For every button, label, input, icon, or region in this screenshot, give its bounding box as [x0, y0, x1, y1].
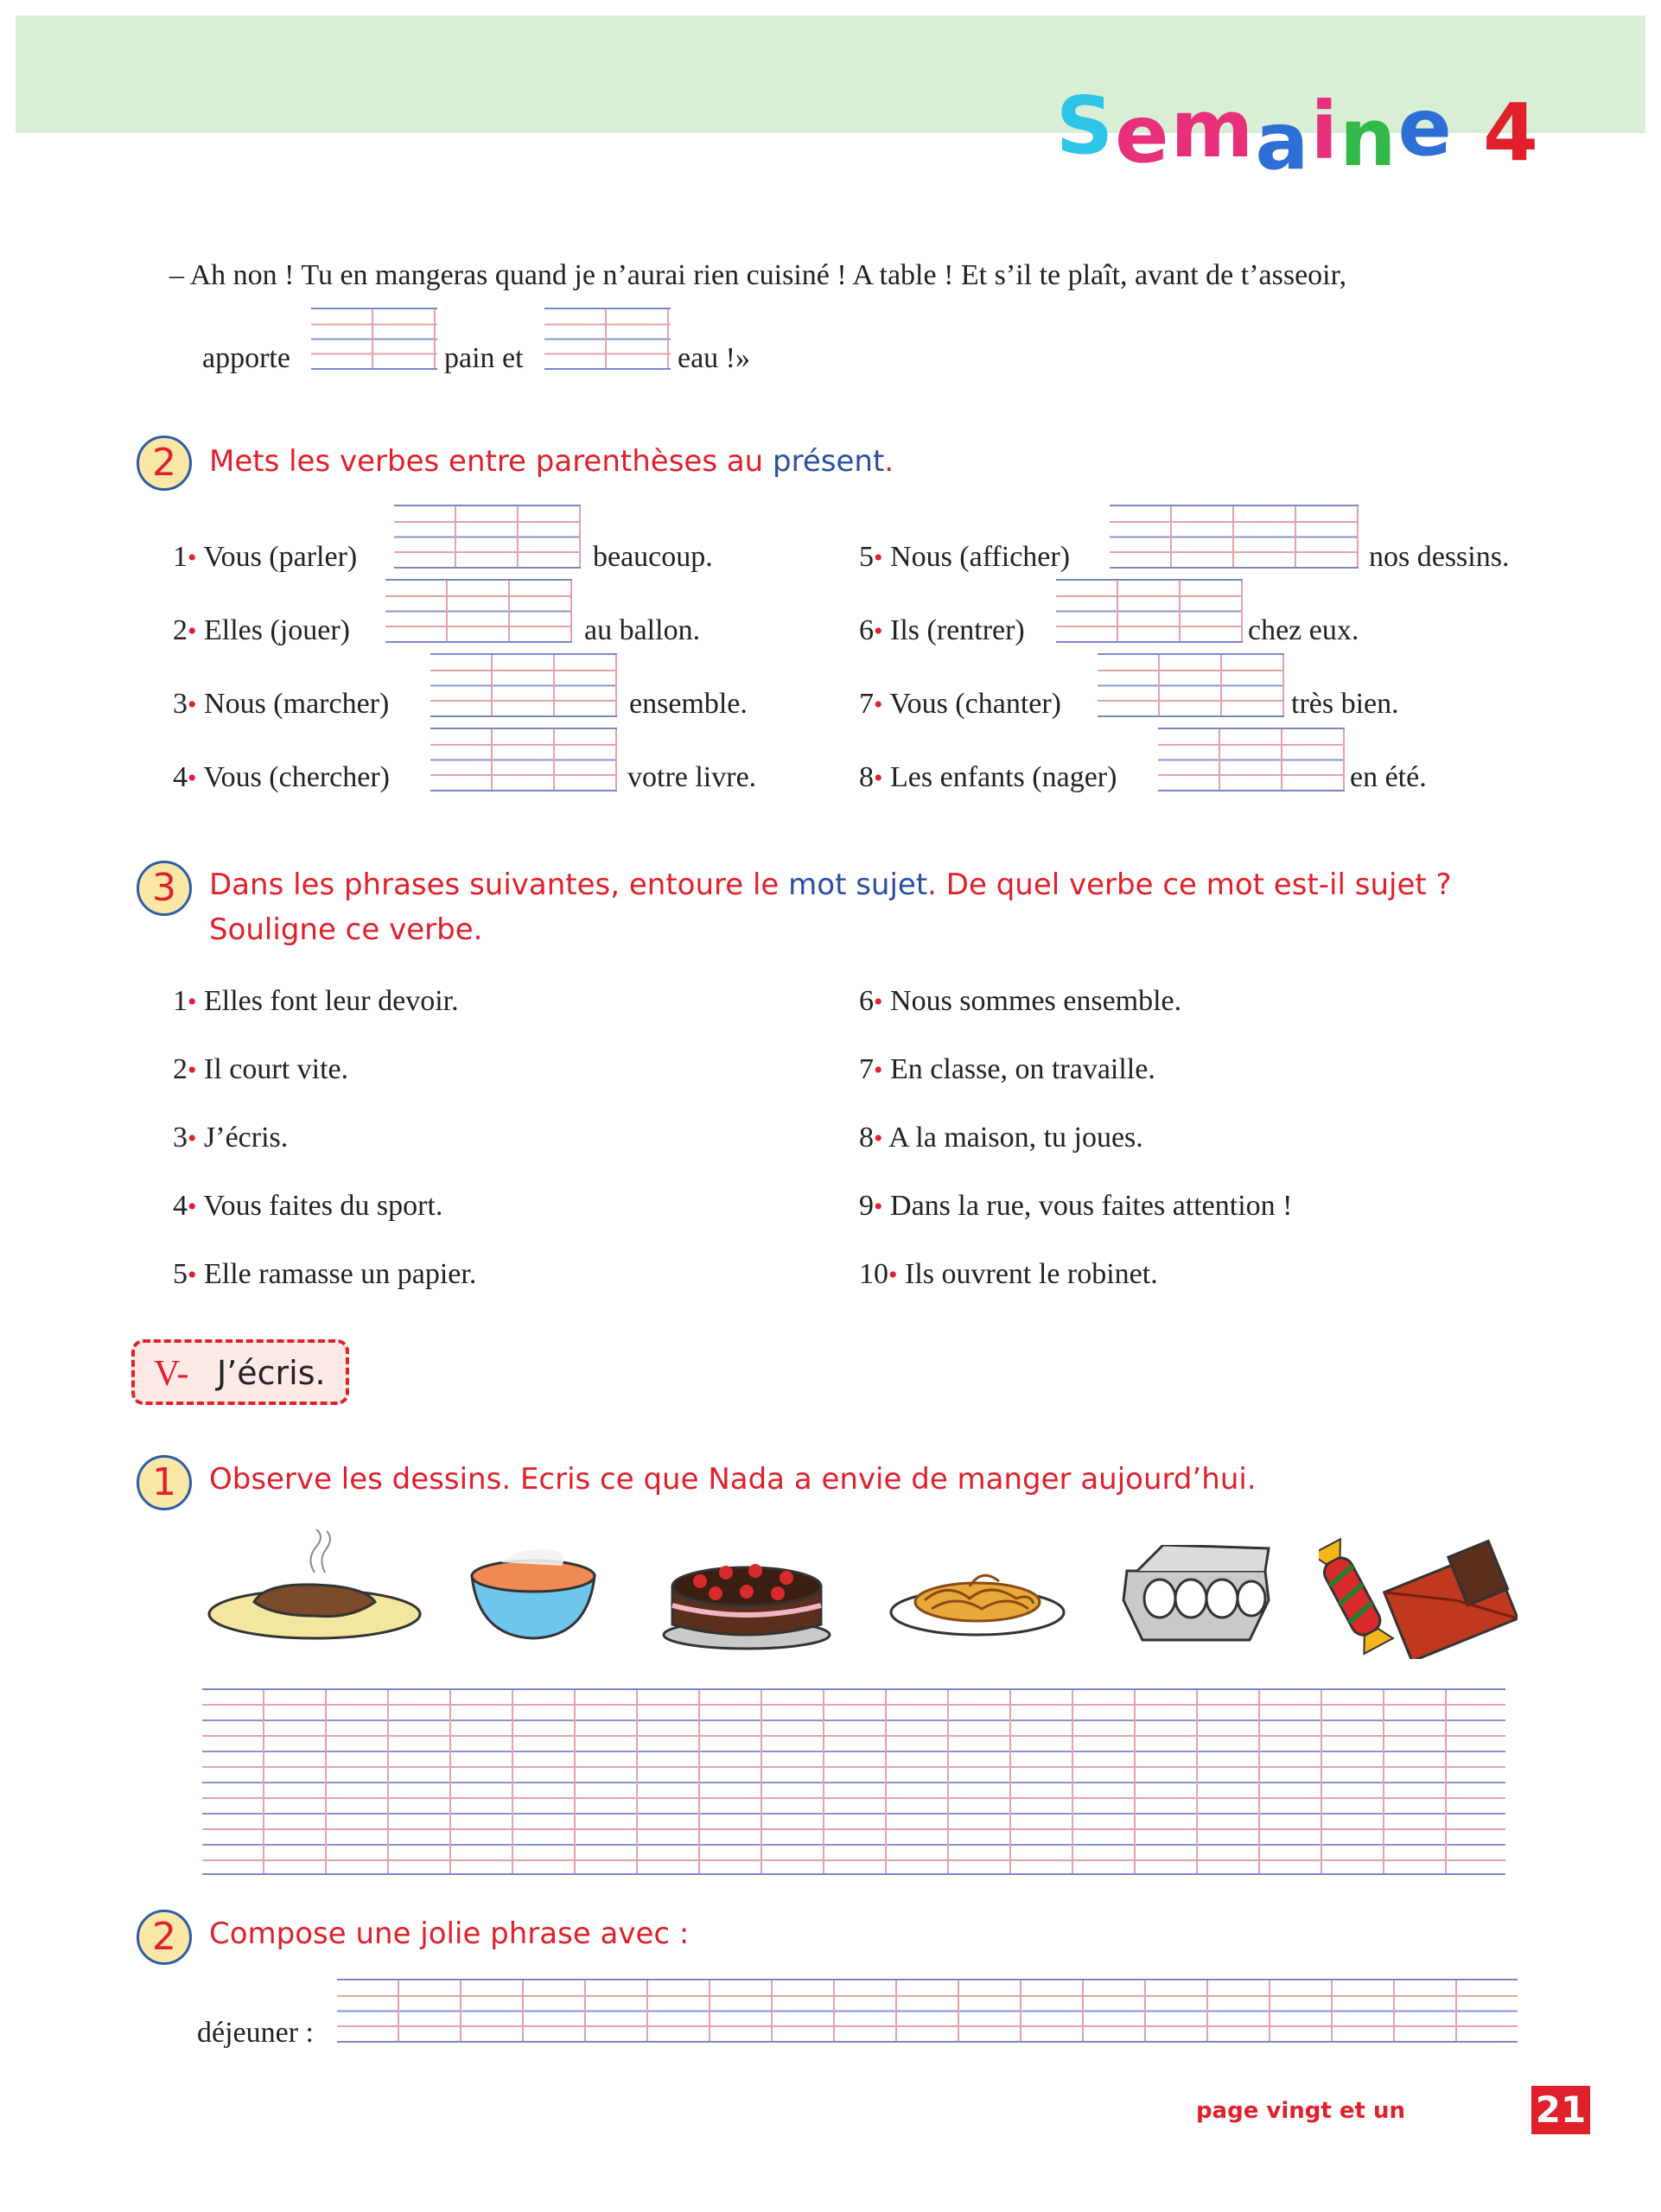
dialogue-line-2-start: apporte	[202, 342, 290, 374]
title-letter: 4	[1482, 86, 1540, 179]
ex2-item-7: 7• Vous (chanter)	[859, 688, 1061, 720]
title-letter: S	[1055, 79, 1116, 172]
ex2-item-5: 5• Nous (afficher)	[859, 541, 1071, 573]
section-heading-tag	[131, 1339, 349, 1405]
ex2-item-4: 4• Vous (chercher)	[173, 761, 390, 793]
answer-box-article-1[interactable]	[311, 308, 437, 370]
section-title: J’écris.	[217, 1354, 326, 1392]
ex2-answer-box-8[interactable]	[1158, 728, 1345, 791]
exercise-number-circle: 3	[137, 861, 192, 916]
meat-plate-icon	[204, 1529, 425, 1642]
ex2-item-2-after: au ballon.	[584, 614, 701, 646]
ex2-item-3: 3• Nous (marcher)	[173, 688, 390, 720]
exercise-3-instruction-line-2: Souligne ce verbe.	[209, 912, 483, 947]
dialogue-line-2-mid: pain et	[444, 342, 524, 374]
exercise-number-circle: 2	[137, 1910, 192, 1965]
ex2-answer-box-7[interactable]	[1098, 653, 1284, 717]
title-letter: m	[1170, 83, 1256, 175]
ex3-item-4: 4• Vous faites du sport.	[173, 1190, 443, 1222]
ex2-item-1: 1• Vous (parler)	[173, 541, 358, 573]
title-letter: e	[1115, 88, 1171, 181]
week-title	[1055, 79, 1540, 188]
dialogue-line-1: – Ah non ! Tu en mangeras quand je n’aurai rien cuisiné ! A table ! Et s’il te plaît, avant de t’asseoir,	[169, 259, 1347, 291]
ex2-item-7-after: très bien.	[1291, 688, 1399, 720]
cake-icon	[660, 1538, 833, 1650]
ex2-item-4-after: votre livre.	[627, 761, 757, 793]
ex2-answer-box-1[interactable]	[394, 505, 581, 569]
page-number-words: page vingt et un	[1195, 2098, 1405, 2124]
ex2-item-8: 8• Les enfants (nager)	[859, 761, 1117, 793]
section-roman-numeral: V-	[154, 1354, 189, 1394]
ex3-item-7: 7• En classe, on travaille.	[859, 1053, 1155, 1085]
ex3-item-1: 1• Elles font leur devoir.	[173, 985, 459, 1017]
soup-bowl-icon	[467, 1545, 600, 1642]
title-letter: e	[1397, 81, 1454, 174]
ex2-answer-box-5[interactable]	[1110, 505, 1359, 569]
ex2-item-8-after: en été.	[1350, 761, 1427, 793]
title-letter	[1454, 79, 1483, 172]
ex3-item-9: 9• Dans la rue, vous faites attention !	[859, 1190, 1293, 1222]
ex2-answer-box-6[interactable]	[1056, 579, 1243, 643]
ex3-item-8: 8• A la maison, tu joues.	[859, 1122, 1143, 1154]
dialogue-line-2-end: eau !»	[678, 342, 751, 374]
ex2-item-3-after: ensemble.	[629, 688, 748, 720]
ex2-answer-box-3[interactable]	[430, 653, 617, 717]
ex3-item-10: 10• Ils ouvrent le robinet.	[859, 1258, 1158, 1290]
ex2-item-6: 6• Ils (rentrer)	[859, 614, 1025, 646]
ex2-answer-box-2[interactable]	[385, 579, 572, 643]
ex2-answer-box-4[interactable]	[430, 728, 617, 791]
page-number-badge: 21	[1531, 2086, 1590, 2134]
egg-carton-icon	[1120, 1545, 1276, 1647]
ex2-item-1-after: beaucoup.	[593, 541, 713, 573]
ex3-item-2: 2• Il court vite.	[173, 1053, 349, 1085]
title-letter: i	[1310, 85, 1340, 177]
exercise-2-instruction: Mets les verbes entre parenthèses au présent.	[209, 444, 894, 479]
write-2-word: déjeuner :	[197, 2017, 314, 2049]
write-1-instruction: Observe les dessins. Ecris ce que Nada a envie de manger aujourd’hui.	[209, 1462, 1257, 1497]
ex2-item-2: 2• Elles (jouer)	[173, 614, 351, 646]
ex3-item-6: 6• Nous sommes ensemble.	[859, 985, 1182, 1017]
writing-line-sentence[interactable]	[337, 1979, 1518, 2043]
exercise-number-circle: 1	[137, 1455, 192, 1510]
exercise-3-instruction: Dans les phrases suivantes, entoure le mot sujet. De quel verbe ce mot est-il sujet ?	[209, 868, 1452, 902]
ex2-item-5-after: nos dessins.	[1369, 541, 1510, 573]
answer-box-article-2[interactable]	[544, 308, 671, 370]
ex3-item-3: 3• J’écris.	[173, 1122, 289, 1154]
spaghetti-icon	[887, 1555, 1068, 1642]
title-letter: n	[1340, 92, 1398, 184]
ex3-item-5: 5• Elle ramasse un papier.	[173, 1258, 477, 1290]
ex2-item-6-after: chez eux.	[1248, 614, 1359, 646]
exercise-number-circle: 2	[137, 435, 192, 491]
write-2-instruction: Compose une jolie phrase avec :	[209, 1916, 690, 1951]
chocolate-candy-icon	[1319, 1535, 1518, 1659]
writing-area-large[interactable]	[202, 1688, 1505, 1875]
title-letter: a	[1255, 95, 1311, 188]
